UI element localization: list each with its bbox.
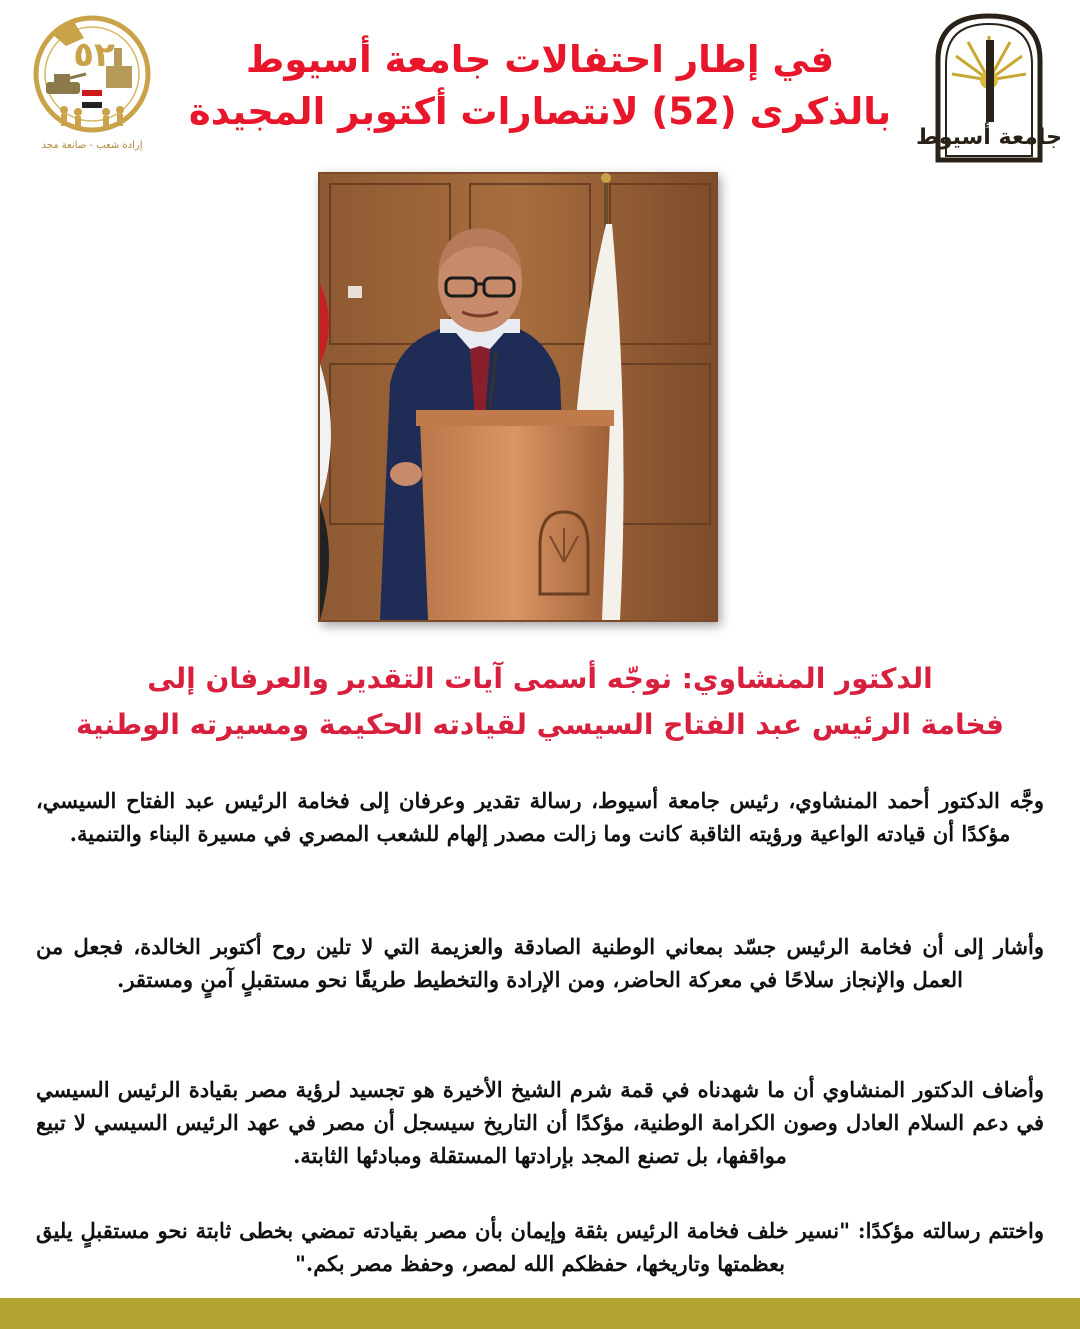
subheadline xyxy=(40,656,1040,748)
title-line-2: بالذكرى (52) لانتصارات أكتوبر المجيدة xyxy=(188,90,892,133)
logo-caption: إرادة شعب - صانعة مجد xyxy=(41,140,143,151)
subheadline-line-1: الدكتور المنشاوي: نوجّه أسمى آيات التقدير والعرفان إلى xyxy=(147,662,933,695)
logo-text: جامعة أسيوط xyxy=(916,125,1062,150)
body-paragraph-2: وأشار إلى أن فخامة الرئيس جسّد بمعاني الوطنية الصادقة والعزيمة التي لا تلين روح أكتوبر الخالدة، فجعل من العمل والإنجاز سلاحًا في معركة الحاضر، ومن الإرادة والتخطيط طريقًا نحو مستقبلٍ آمنٍ ومستقر. xyxy=(36,934,1044,992)
assiut-university-logo xyxy=(916,10,1062,160)
body-paragraph-3: وأضاف الدكتور المنشاوي أن ما شهدناه في قمة شرم الشيخ الأخيرة هو تجسيد لرؤية مصر بقيادة الرئيس السيسي في دعم السلام العادل وصون الكرامة الوطنية، مؤكدًا أن التاريخ سيسجل أن مصر في عهد الرئيس السيسي لا تبيع مواقفها، بل تصنع المجد بإرادتها المستقلة ومبادئها الثابتة. xyxy=(36,1077,1044,1168)
subheadline-line-2: فخامة الرئيس عبد الفتاح السيسي لقيادته الحكيمة ومسيرته الوطنية xyxy=(75,708,1005,741)
footer-bar xyxy=(0,1298,1080,1329)
body-paragraph-4: واختتم رسالته مؤكدًا: "نسير خلف فخامة الرئيس بثقة وإيمان بأن مصر بقيادته تمضي بخطى ثابتة نحو مستقبلٍ يليق بعظمتها وتاريخها، حفظكم الله لمصر، وحفظ مصر بكم." xyxy=(36,1218,1044,1276)
body-paragraph-1: وجَّه الدكتور أحمد المنشاوي، رئيس جامعة أسيوط، رسالة تقدير وعرفان إلى فخامة الرئيس عبد الفتاح السيسي، مؤكدًا أن قيادته الواعية ورؤيته الثاقبة كانت وما زالت مصدر إلهام للشعب المصري في مسيرة البناء والتنمية. xyxy=(36,788,1044,846)
speaker-photo xyxy=(320,174,716,620)
october-anniversary-logo xyxy=(22,8,162,158)
logo-number: ٥٢ xyxy=(73,35,115,75)
title-line-1: في إطار احتفالات جامعة أسيوط xyxy=(245,38,835,81)
page-title xyxy=(180,34,900,138)
